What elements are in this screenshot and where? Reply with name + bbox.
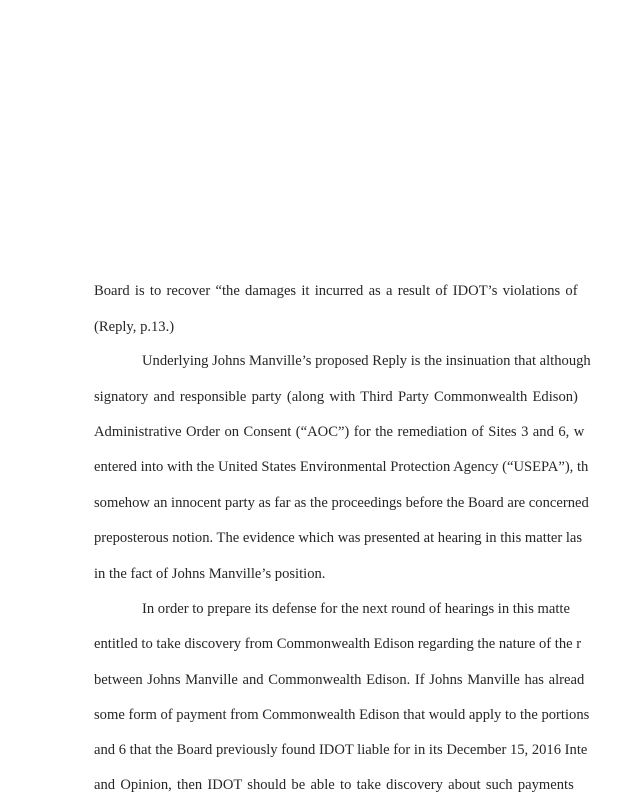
paragraph-first-line: Underlying Johns Manville’s proposed Reply is the insinuation that although — [142, 353, 591, 369]
body-line: in the fact of Johns Manville’s position. — [94, 566, 326, 582]
body-line: (Reply, p.13.) — [94, 319, 175, 335]
body-line: somehow an innocent party as far as the proceedings before the Board are concerned — [94, 495, 589, 511]
body-line: Administrative Order on Consent (“AOC”) for the remediation of Sites 3 and 6, w — [94, 424, 585, 440]
body-line: entitled to take discovery from Commonwealth Edison regarding the nature of the r — [94, 636, 582, 652]
body-line: preposterous notion. The evidence which was presented at hearing in this matter las — [94, 530, 583, 546]
body-line: between Johns Manville and Commonwealth Edison. If Johns Manville has alread — [94, 672, 585, 688]
body-line: some form of payment from Commonwealth Edison that would apply to the portions — [94, 707, 590, 723]
body-line: Board is to recover “the damages it incurred as a result of IDOT’s violations of — [94, 283, 578, 299]
body-line: entered into with the United States Environmental Protection Agency (“USEPA”), th — [94, 459, 589, 475]
paragraph-first-line: In order to prepare its defense for the next round of hearings in this matte — [142, 601, 570, 617]
body-line: and 6 that the Board previously found IDOT liable for in its December 15, 2016 Inte — [94, 742, 588, 758]
body-line: and Opinion, then IDOT should be able to take discovery about such payments — [94, 777, 574, 793]
body-line: signatory and responsible party (along with Third Party Commonwealth Edison) — [94, 389, 578, 405]
